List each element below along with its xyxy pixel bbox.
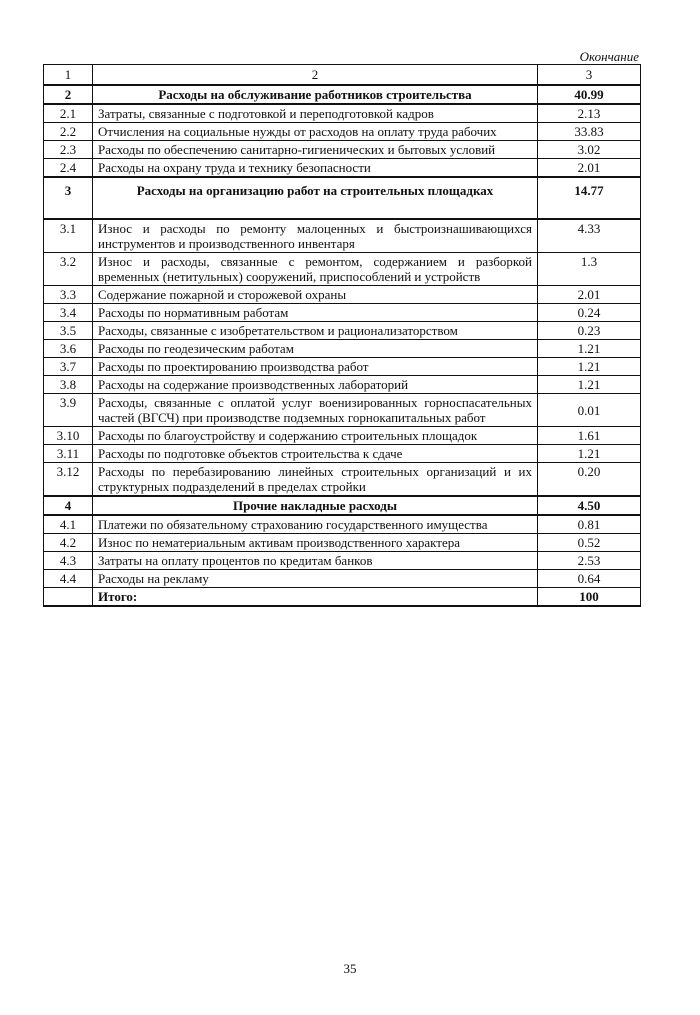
table-row <box>44 376 641 394</box>
row-value: 4.33 <box>538 219 641 253</box>
row-value: 14.77 <box>538 177 641 219</box>
row-value: 33.83 <box>538 123 641 141</box>
row-value: 0.52 <box>538 534 641 552</box>
row-number: 3.4 <box>44 304 93 322</box>
total-value: 100 <box>538 588 641 607</box>
overhead-costs-table <box>43 64 641 607</box>
row-name: Расходы по подготовке объектов строительства к сдаче <box>93 445 538 463</box>
row-value: 2.13 <box>538 104 641 123</box>
table-row <box>44 304 641 322</box>
table-row <box>44 570 641 588</box>
row-number: 3.12 <box>44 463 93 497</box>
row-value: 1.21 <box>538 376 641 394</box>
row-name: Расходы на обслуживание работников строительства <box>93 85 538 104</box>
table-row <box>44 340 641 358</box>
row-name: Расходы по проектированию производства работ <box>93 358 538 376</box>
table-total-row <box>44 588 641 607</box>
table-row <box>44 445 641 463</box>
table-row <box>44 322 641 340</box>
row-number: 3 <box>44 177 93 219</box>
row-name: Расходы, связанные с изобретательством и рационализаторством <box>93 322 538 340</box>
row-name: Расходы по геодезическим работам <box>93 340 538 358</box>
row-value: 0.24 <box>538 304 641 322</box>
row-name: Расходы по перебазированию линейных строительных организаций и их структурных подразделений в пределах стройки <box>93 463 538 497</box>
row-name: Износ по нематериальным активам производственного характера <box>93 534 538 552</box>
header-col-number: 1 <box>44 65 93 86</box>
row-value: 2.01 <box>538 159 641 178</box>
row-name: Прочие накладные расходы <box>93 496 538 515</box>
table-row <box>44 253 641 286</box>
row-value: 1.61 <box>538 427 641 445</box>
row-value: 1.21 <box>538 358 641 376</box>
row-value: 0.81 <box>538 515 641 534</box>
row-number: 3.11 <box>44 445 93 463</box>
row-number: 2.2 <box>44 123 93 141</box>
row-name: Расходы по благоустройству и содержанию строительных площадок <box>93 427 538 445</box>
row-name: Затраты на оплату процентов по кредитам банков <box>93 552 538 570</box>
row-name: Затраты, связанные с подготовкой и переподготовкой кадров <box>93 104 538 123</box>
row-value: 1.3 <box>538 253 641 286</box>
row-name: Расходы, связанные с оплатой услуг военизированных горноспасательных частей (ВГСЧ) при производстве подземных горнокапитальных работ <box>93 394 538 427</box>
row-value: 4.50 <box>538 496 641 515</box>
table-row <box>44 427 641 445</box>
row-value: 2.01 <box>538 286 641 304</box>
row-number: 3.1 <box>44 219 93 253</box>
row-value: 40.99 <box>538 85 641 104</box>
row-number: 3.8 <box>44 376 93 394</box>
row-name: Расходы по обеспечению санитарно-гигиенических и бытовых условий <box>93 141 538 159</box>
table-row <box>44 104 641 123</box>
row-value: 1.21 <box>538 340 641 358</box>
row-value: 0.01 <box>538 394 641 427</box>
table-row <box>44 141 641 159</box>
table-row <box>44 552 641 570</box>
table-row <box>44 159 641 178</box>
total-label: Итого: <box>93 588 538 607</box>
row-value: 3.02 <box>538 141 641 159</box>
row-value: 2.53 <box>538 552 641 570</box>
row-value: 0.64 <box>538 570 641 588</box>
row-value: 1.21 <box>538 445 641 463</box>
row-number: 2.3 <box>44 141 93 159</box>
page-number: 35 <box>343 961 357 976</box>
row-name: Расходы на организацию работ на строительных площадках <box>93 177 538 219</box>
row-name: Отчисления на социальные нужды от расходов на оплату труда рабочих <box>93 123 538 141</box>
row-number: 2.4 <box>44 159 93 178</box>
header-col-value: 3 <box>538 65 641 86</box>
table-row <box>44 286 641 304</box>
row-name: Износ и расходы, связанные с ремонтом, содержанием и разборкой временных (нетитульных) сооружений, приспособлений и устройств <box>93 253 538 286</box>
header-col-name: 2 <box>93 65 538 86</box>
row-number: 3.3 <box>44 286 93 304</box>
total-number-cell <box>44 588 93 607</box>
row-value: 0.20 <box>538 463 641 497</box>
table-row <box>44 358 641 376</box>
table-section-row <box>44 85 641 104</box>
row-name: Износ и расходы по ремонту малоценных и быстроизнашивающихся инструментов и производственного инвентаря <box>93 219 538 253</box>
table-section-row <box>44 496 641 515</box>
row-name: Расходы по нормативным работам <box>93 304 538 322</box>
row-number: 3.9 <box>44 394 93 427</box>
table-row <box>44 123 641 141</box>
row-value: 0.23 <box>538 322 641 340</box>
table-section-row <box>44 177 641 219</box>
table-row <box>44 515 641 534</box>
row-number: 2.1 <box>44 104 93 123</box>
row-number: 4 <box>44 496 93 515</box>
row-name: Расходы на охрану труда и технику безопасности <box>93 159 538 178</box>
table-header-row <box>44 65 641 86</box>
row-number: 3.2 <box>44 253 93 286</box>
row-number: 3.10 <box>44 427 93 445</box>
row-number: 4.3 <box>44 552 93 570</box>
row-number: 4.2 <box>44 534 93 552</box>
row-number: 4.4 <box>44 570 93 588</box>
row-name: Расходы на содержание производственных лабораторий <box>93 376 538 394</box>
row-name: Платежи по обязательному страхованию государственного имущества <box>93 515 538 534</box>
row-number: 3.5 <box>44 322 93 340</box>
row-number: 3.7 <box>44 358 93 376</box>
row-name: Содержание пожарной и сторожевой охраны <box>93 286 538 304</box>
table-row <box>44 463 641 497</box>
row-name: Расходы на рекламу <box>93 570 538 588</box>
row-number: 2 <box>44 85 93 104</box>
table-row <box>44 394 641 427</box>
row-number: 3.6 <box>44 340 93 358</box>
table-row <box>44 219 641 253</box>
table-row <box>44 534 641 552</box>
table-continuation-caption: Окончание <box>579 49 639 64</box>
row-number: 4.1 <box>44 515 93 534</box>
